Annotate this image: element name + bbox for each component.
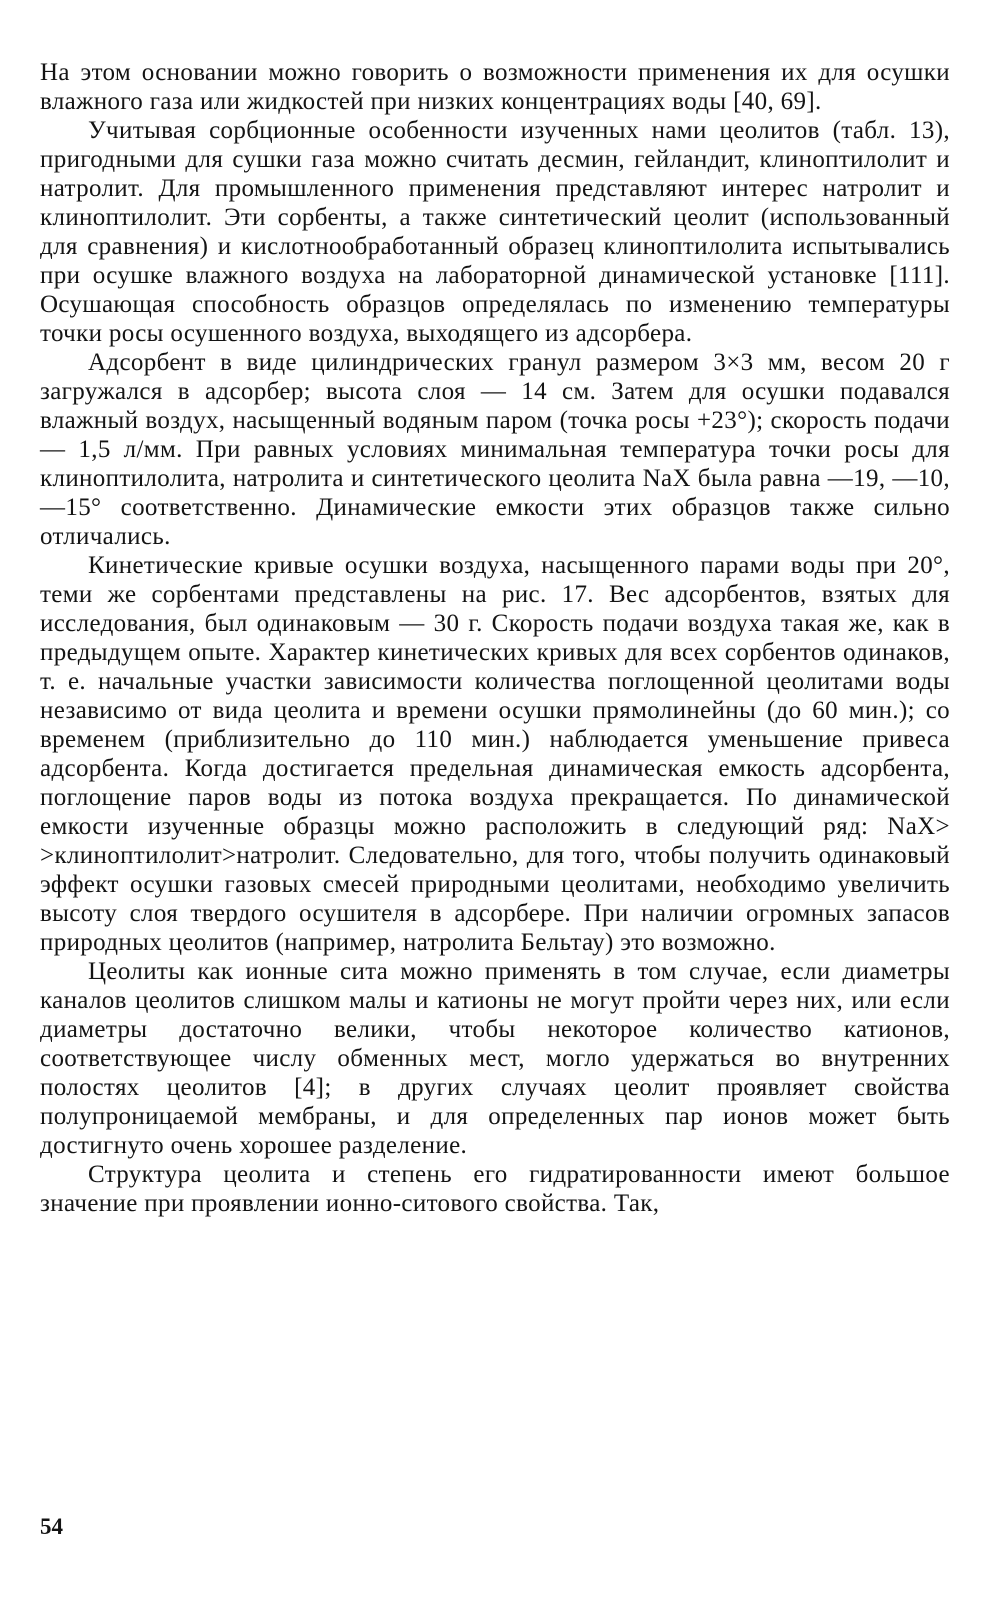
paragraph-1: На этом основании можно говорить о возможности применения их для осушки влажного газа или жидкостей при низких концентрациях воды [40, 69]. [40, 59, 950, 115]
paragraph-3: Адсорбент в виде цилиндрических гранул размером 3×3 мм, весом 20 г загружался в адсорбер; высота слоя — 14 см. Затем для осушки подавался влажный воздух, насыщенный водяным паром (точка росы +23°); скорость подачи — 1,5 л/мм. При равных условиях минимальная температура точки росы для клиноптилолита, натролита и синтетического цеолита NaX была равна —19, —10, —15° соответственно. Динамические емкости этих образцов также сильно отличались. [40, 349, 950, 550]
paragraph-4: Кинетические кривые осушки воздуха, насыщенного парами воды при 20°, теми же сорбентами представлены на рис. 17. Вес адсорбентов, взятых для исследования, был одинаковым — 30 г. Скорость подачи воздуха такая же, как в предыдущем опыте. Характер кинетических кривых для всех сорбентов одинаков, т. е. начальные участки зависимости количества поглощенной цеолитами воды независимо от вида цеолита и времени осушки прямолинейны (до 60 мин.); со временем (приблизительно до 110 мин.) наблюдается уменьшение привеса адсорбента. Когда достигается предельная динамическая емкость адсорбента, поглощение паров воды из потока воздуха прекращается. По динамической емкости изученные образцы можно расположить в следующий ряд: NaX> >клиноптилолит>натролит. Следовательно, для того, чтобы получить одинаковый эффект осушки газовых смесей природными цеолитами, необходимо увеличить высоту слоя твердого осушителя в адсорбере. При наличии огромных запасов природных цеолитов (например, натролита Бельтау) это возможно. [40, 552, 950, 956]
page-number: 54 [40, 1514, 63, 1539]
paragraph-6: Структура цеолита и степень его гидратированности имеют большое значение при проявлении ионно-ситового свойства. Так, [40, 1161, 950, 1217]
page-body [40, 58, 950, 1218]
paragraph-5: Цеолиты как ионные сита можно применять в том случае, если диаметры каналов цеолитов слишком малы и катионы не могут пройти через них, или если диаметры достаточно велики, чтобы некоторое количество катионов, соответствующее числу обменных мест, могло удержаться во внутренних полостях цеолитов [4]; в других случаях цеолит проявляет свойства полупроницаемой мембраны, и для определенных пар ионов может быть достигнуто очень хорошее разделение. [40, 958, 950, 1159]
paragraph-2: Учитывая сорбционные особенности изученных нами цеолитов (табл. 13), пригодными для сушки газа можно считать десмин, гейландит, клиноптилолит и натролит. Для промышленного применения представляют интерес натролит и клиноптилолит. Эти сорбенты, а также синтетический цеолит (использованный для сравнения) и кислотнообработанный образец клиноптилолита испытывались при осушке влажного воздуха на лабораторной динамической установке [111]. Осушающая способность образцов определялась по изменению температуры точки росы осушенного воздуха, выходящего из адсорбера. [40, 117, 950, 347]
